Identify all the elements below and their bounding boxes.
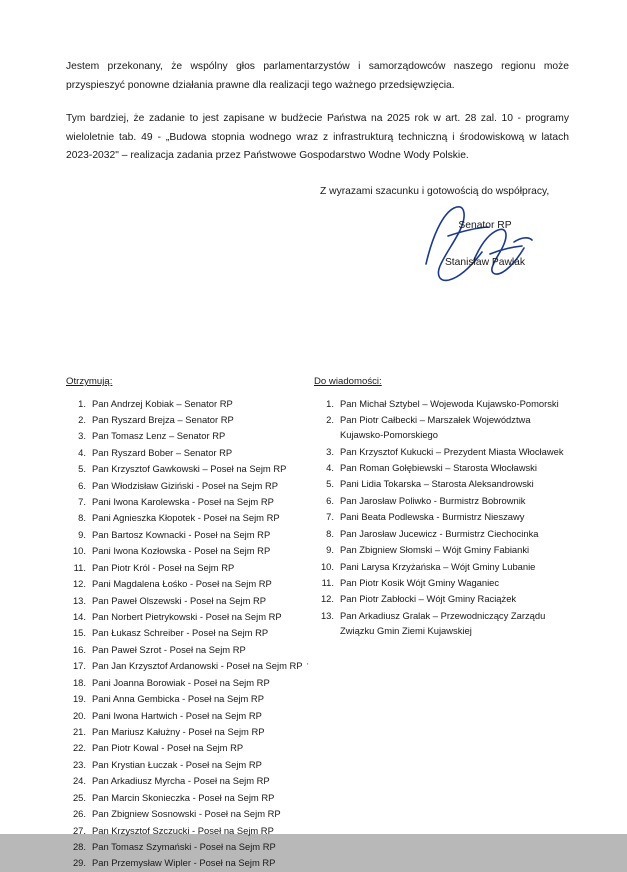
list-item-number: 5. <box>78 463 86 475</box>
list-item <box>314 460 579 475</box>
list-item-label: Pani Lidia Tokarska – Starosta Aleksandrowski <box>340 478 534 490</box>
list-item-label: Pan Jarosław Poliwko - Burmistrz Bobrownik <box>340 494 526 506</box>
list-item-number: 9. <box>326 544 334 556</box>
list-item <box>66 428 316 443</box>
list-item <box>66 543 316 558</box>
list-item-label: Pan Roman Gołębiewski – Starosta Włocławski <box>340 462 537 474</box>
list-item-number: 6. <box>78 479 86 491</box>
list-item-number: 26. <box>72 808 86 820</box>
list-item-label: Pan Paweł Olszewski - Poseł na Sejm RP <box>92 594 267 606</box>
list-item-number: 2. <box>326 413 334 425</box>
list-item <box>66 839 316 854</box>
list-item <box>66 593 316 608</box>
list-item-number: 11. <box>73 561 86 573</box>
list-item-number: 6. <box>326 494 334 506</box>
list-item-number: 28. <box>72 840 86 852</box>
list-item-label: Pan Krzysztof Kukucki – Prezydent Miasta Włocławek <box>340 445 564 457</box>
signature-title: Senator RP <box>458 220 512 231</box>
list-item-number: 11. <box>321 576 334 588</box>
list-item-label: Pan Arkadiusz Gralak – Przewodniczący Zarządu <box>340 609 546 621</box>
list-item-label: Pan Krzysztof Gawkowski – Poseł na Sejm RP <box>92 463 287 475</box>
list-item <box>66 625 316 640</box>
list-item-label: Pani Larysa Krzyżańska – Wójt Gminy Lubanie <box>340 560 536 572</box>
list-item <box>66 675 316 690</box>
list-item-label: Pan Włodzisław Giziński - Poseł na Sejm RP <box>92 479 278 491</box>
list-item <box>66 855 316 870</box>
list-item-label: Pan Tomasz Lenz – Senator RP <box>92 430 226 442</box>
list-item-number: 8. <box>326 527 334 539</box>
list-item-label-continued: Kujawsko-Pomorskiego <box>340 429 438 441</box>
list-item-label: Pani Iwona Hartwich - Poseł na Sejm RP <box>92 709 262 721</box>
list-item-label: Pan Ryszard Bober – Senator RP <box>92 446 233 458</box>
list-item-label: Pan Jarosław Jucewicz - Burmistrz Ciechocinka <box>340 527 539 539</box>
list-item-number: 7. <box>326 511 334 523</box>
list-item-number: 9. <box>78 528 86 540</box>
list-item-number: 12. <box>72 578 86 590</box>
list-item <box>314 559 579 574</box>
list-item-label: Pan Zbigniew Słomski – Wójt Gminy Fabianki <box>340 544 530 556</box>
stray-ink-mark: ' <box>307 662 309 671</box>
list-item <box>66 806 316 821</box>
list-item <box>66 560 316 575</box>
list-item <box>66 740 316 755</box>
list-item <box>314 591 579 606</box>
list-item-label-continued: Związku Gmin Ziemi Kujawskiej <box>340 625 472 637</box>
list-item-label: Pan Mariusz Kałużny - Poseł na Sejm RP <box>92 725 265 737</box>
list-item-number: 3. <box>78 430 86 442</box>
list-item-number: 25. <box>72 791 86 803</box>
list-item-number: 24. <box>72 775 86 787</box>
list-item-number: 17. <box>72 660 86 672</box>
list-item <box>66 396 316 411</box>
list-item-label: Pan Tomasz Szymański - Poseł na Sejm RP <box>92 840 276 852</box>
list-item-label: Pani Magdalena Łośko - Poseł na Sejm RP <box>92 578 272 590</box>
list-item-label: Pan Michał Sztybel – Wojewoda Kujawsko-Pomorski <box>340 397 559 409</box>
list-item <box>66 642 316 657</box>
list-item-label: Pani Agnieszka Kłopotek - Poseł na Sejm RP <box>92 512 280 524</box>
list-item <box>314 542 579 557</box>
list-item-label: Pan Marcin Skonieczka - Poseł na Sejm RP <box>92 791 275 803</box>
cc-column <box>314 374 579 639</box>
list-item-label: Pan Krystian Łuczak - Poseł na Sejm RP <box>92 758 262 770</box>
list-item-number: 2. <box>78 413 86 425</box>
list-item-label: Pan Piotr Kowal - Poseł na Sejm RP <box>92 742 244 754</box>
list-item <box>314 396 579 411</box>
cc-list <box>314 396 579 639</box>
list-item <box>66 445 316 460</box>
list-item-label: Pani Anna Gembicka - Poseł na Sejm RP <box>92 693 264 705</box>
list-item-number: 1. <box>326 397 334 409</box>
list-item <box>66 510 316 525</box>
list-item-label: Pan Piotr Całbecki – Marszałek Województwa <box>340 413 531 425</box>
list-item <box>66 708 316 723</box>
list-item-label: Pan Ryszard Brejza – Senator RP <box>92 413 234 425</box>
list-item-label: Pani Beata Podlewska - Burmistrz Nieszawy <box>340 511 525 523</box>
list-item-number: 23. <box>72 758 86 770</box>
list-item-label: Pan Bartosz Kownacki - Poseł na Sejm RP <box>92 528 271 540</box>
list-item-number: 18. <box>72 676 86 688</box>
list-item <box>66 527 316 542</box>
closing-line: Z wyrazami szacunku i gotowością do współpracy, <box>320 186 550 197</box>
list-item <box>66 790 316 805</box>
list-item-label: Pan Zbigniew Sosnowski - Poseł na Sejm RP <box>92 808 281 820</box>
list-item-number: 4. <box>78 446 86 458</box>
list-item-label: Pan Jan Krzysztof Ardanowski - Poseł na Sejm RP <box>92 660 303 672</box>
paragraph-2: Tym bardziej, że zadanie to jest zapisane w budżecie Państwa na 2025 rok w art. 28 zal. 10 - programy wieloletnie tab. 49 - „Budowa stopnia wodnego wraz z infrastrukturą techniczną i środowiskową w latach 2023-2032" – realizacja zadania przez Państwowe Gospodarstwo Wodne Wody Polskie. <box>66 113 569 161</box>
list-item-label: Pan Łukasz Schreiber - Poseł na Sejm RP <box>92 627 269 639</box>
list-item-number: 7. <box>78 496 86 508</box>
list-item <box>66 478 316 493</box>
list-item-label: Pan Krzysztof Szczucki - Poseł na Sejm RP <box>92 824 274 836</box>
recipients-list <box>66 396 316 871</box>
list-item <box>314 575 579 590</box>
list-item-number: 4. <box>326 462 334 474</box>
list-item-number: 13. <box>320 609 334 621</box>
list-item-number: 3. <box>326 445 334 457</box>
list-item <box>314 509 579 524</box>
list-item <box>314 493 579 508</box>
recipients-column <box>66 374 316 872</box>
list-item-number: 29. <box>72 857 86 869</box>
list-item-label: Pani Iwona Kozłowska - Poseł na Sejm RP <box>92 545 271 557</box>
list-item-number: 10. <box>72 545 86 557</box>
list-item <box>314 526 579 541</box>
list-item <box>66 576 316 591</box>
list-item <box>66 494 316 509</box>
list-item-number: 21. <box>72 725 86 737</box>
list-item-number: 8. <box>78 512 86 524</box>
list-item <box>314 476 579 491</box>
signature-block <box>395 220 575 268</box>
list-item-label: Pan Norbert Pietrykowski - Poseł na Sejm RP <box>92 611 282 623</box>
list-item-number: 16. <box>72 643 86 655</box>
list-item-label: Pan Piotr Zabłocki – Wójt Gminy Raciążek <box>340 593 517 605</box>
recipients-heading: Otrzymują: <box>66 376 113 387</box>
list-item-label: Pan Andrzej Kobiak – Senator RP <box>92 397 233 409</box>
list-item-label: Pan Piotr Kosik Wójt Gminy Waganiec <box>340 576 500 588</box>
list-item-label: Pani Joanna Borowiak - Poseł na Sejm RP <box>92 676 270 688</box>
list-item-number: 10. <box>320 560 334 572</box>
paragraph-1: Jestem przekonany, że wspólny głos parlamentarzystów i samorządowców naszego regionu może przyspieszyć ponowne działania prawne dla realizacji tego ważnego przedsięwzięcia. <box>66 61 569 91</box>
list-item <box>314 444 579 459</box>
list-item-number: 22. <box>72 742 86 754</box>
list-item <box>66 461 316 476</box>
list-item-number: 1. <box>78 397 86 409</box>
list-item <box>66 757 316 772</box>
list-item-label: Pan Paweł Szrot - Poseł na Sejm RP <box>92 643 246 655</box>
list-item <box>66 658 316 673</box>
list-item-number: 19. <box>72 693 86 705</box>
list-item <box>66 609 316 624</box>
list-item-number: 15. <box>72 627 86 639</box>
list-item-number: 5. <box>326 478 334 490</box>
list-item <box>66 823 316 838</box>
cc-heading: Do wiadomości: <box>314 376 382 387</box>
list-item-number: 20. <box>72 709 86 721</box>
list-item-number: 14. <box>72 611 86 623</box>
list-item-label: Pan Piotr Król - Poseł na Sejm RP <box>92 561 235 573</box>
list-item <box>66 773 316 788</box>
list-item <box>66 691 316 706</box>
list-item-number: 13. <box>72 594 86 606</box>
list-item <box>66 724 316 739</box>
list-item-label: Pan Arkadiusz Myrcha - Poseł na Sejm RP <box>92 775 270 787</box>
list-item-number: 12. <box>320 593 334 605</box>
list-item-number: 27. <box>72 824 86 836</box>
list-item <box>66 412 316 427</box>
list-item <box>314 412 579 442</box>
list-item <box>314 608 579 638</box>
signature-name: Stanisław Pawlak <box>444 257 526 268</box>
list-item-label: Pani Iwona Karolewska - Poseł na Sejm RP <box>92 496 274 508</box>
list-item-label: Pan Przemysław Wipler - Poseł na Sejm RP <box>92 857 276 869</box>
